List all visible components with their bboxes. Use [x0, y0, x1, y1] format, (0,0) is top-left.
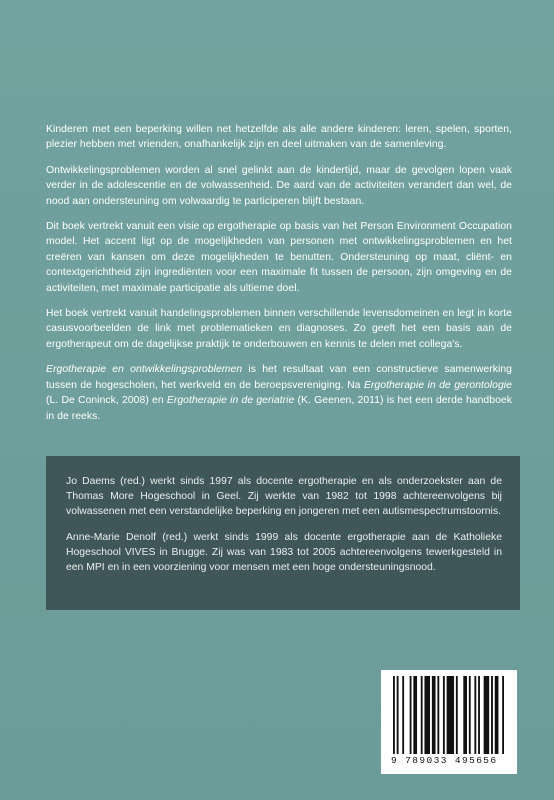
- barcode-bar: [410, 676, 412, 754]
- barcode-bar: [397, 676, 399, 754]
- blurb-paragraph-1: Kinderen met een beperking willen net hetzelfde als alle andere kinderen: leren, spelen, sporten, plezier hebben met vrienden, onafhankelijk zijn en deel uitmaken van de samenleving.: [46, 124, 512, 151]
- barcode-bar: [424, 676, 430, 754]
- barcode-bar: [447, 676, 454, 754]
- barcode-bar: [491, 676, 493, 754]
- barcode-bar: [469, 676, 471, 754]
- barcode-bar: [502, 676, 504, 754]
- blurb-paragraph-4: Het boek vertrekt vanuit handelingsproblemen binnen verschillende levensdomeinen en legt in korte casusvoorbeelden de link met problematieken en diagnoses. Zo geeft het een basis aan de ergotherapeut om de dagelijkse praktijk te onderbouwen en kennis te delen met collega's.: [46, 308, 512, 350]
- barcode-bar: [443, 676, 445, 754]
- barcode-bar: [456, 676, 458, 754]
- barcode-bar: [432, 676, 436, 754]
- barcode-bar: [413, 676, 417, 754]
- barcode-bar: [478, 676, 480, 754]
- author-bio-box: [46, 456, 520, 610]
- blurb-text: [46, 122, 512, 434]
- author-bio-denolf: Anne-Marie Denolf (red.) werkt sinds 1999 als docente ergotherapie aan de Katholieke Hogeschool VIVES in Brugge. Zij was van 1983 tot 2005 achtereenvolgens tewerkgesteld in een MPI en in een voorziening voor mensen met een hoge ondersteuningsnood.: [66, 531, 502, 574]
- book-title: Ergotherapie en ontwikkelingsproblemen: [46, 364, 243, 376]
- blurb-paragraph-2: Ontwikkelingsproblemen worden al snel gelinkt aan de kindertijd, maar de gevolgen lopen vaak verder in de adolescentie en de volwassenheid. De aard van de activiteiten verandert dan wel, de nood aan ondersteuning om volwaardig te participeren blijft bestaan.: [46, 164, 512, 207]
- blurb-text-part: (K. Geenen, 2011) is het een derde handboek in de reeks.: [46, 395, 512, 422]
- blurb-text-part: is het resultaat van een constructieve samenwerking tussen de hogescholen, het werkveld en de beroepsvereniging. Na: [46, 364, 512, 391]
- author-bio-daems: Jo Daems (red.) werkt sinds 1997 als docente ergotherapie en als onderzoekster aan de Thomas More Hogeschool in Geel. Zij werkte van 1982 tot 1998 achtereenvolgens bij volwassenen met een verstandelijke beperking en jongeren met een autismespectrumstoornis.: [66, 476, 502, 518]
- barcode-bars: [391, 676, 511, 754]
- isbn-number: 9 789033 495656: [391, 755, 498, 766]
- barcode-bar: [393, 676, 395, 754]
- blurb-paragraph-5: [46, 362, 512, 424]
- barcode-bar: [421, 676, 423, 754]
- blurb-text-part: (L. De Coninck, 2008) en: [46, 395, 167, 407]
- barcode-bar: [463, 676, 467, 754]
- barcode-bar: [437, 676, 439, 754]
- blurb-paragraph-3: Dit boek vertrekt vanuit een visie op ergotherapie op basis van het Person Environment Occupation model. Het accent ligt op de mogelijkheden van personen met ontwikkelingsproblemen en het creëren van kansen om deze mogelijkheden te benutten. Ondersteuning op maat, cliënt- en contextgerichtheid zijn ingrediënten voor een maximale fit tussen de persoon, zijn omgeving en de activiteiten, met maximale participatie als ultieme doel.: [46, 221, 512, 294]
- barcode: [381, 670, 517, 774]
- barcode-bar: [484, 676, 490, 754]
- barcode-bar: [495, 676, 499, 754]
- barcode-bar: [474, 676, 476, 754]
- series-title-gerontologie: Ergotherapie in de gerontologie: [363, 379, 512, 391]
- series-title-geriatrie: Ergotherapie in de geriatrie: [166, 395, 295, 407]
- barcode-bar: [402, 676, 404, 754]
